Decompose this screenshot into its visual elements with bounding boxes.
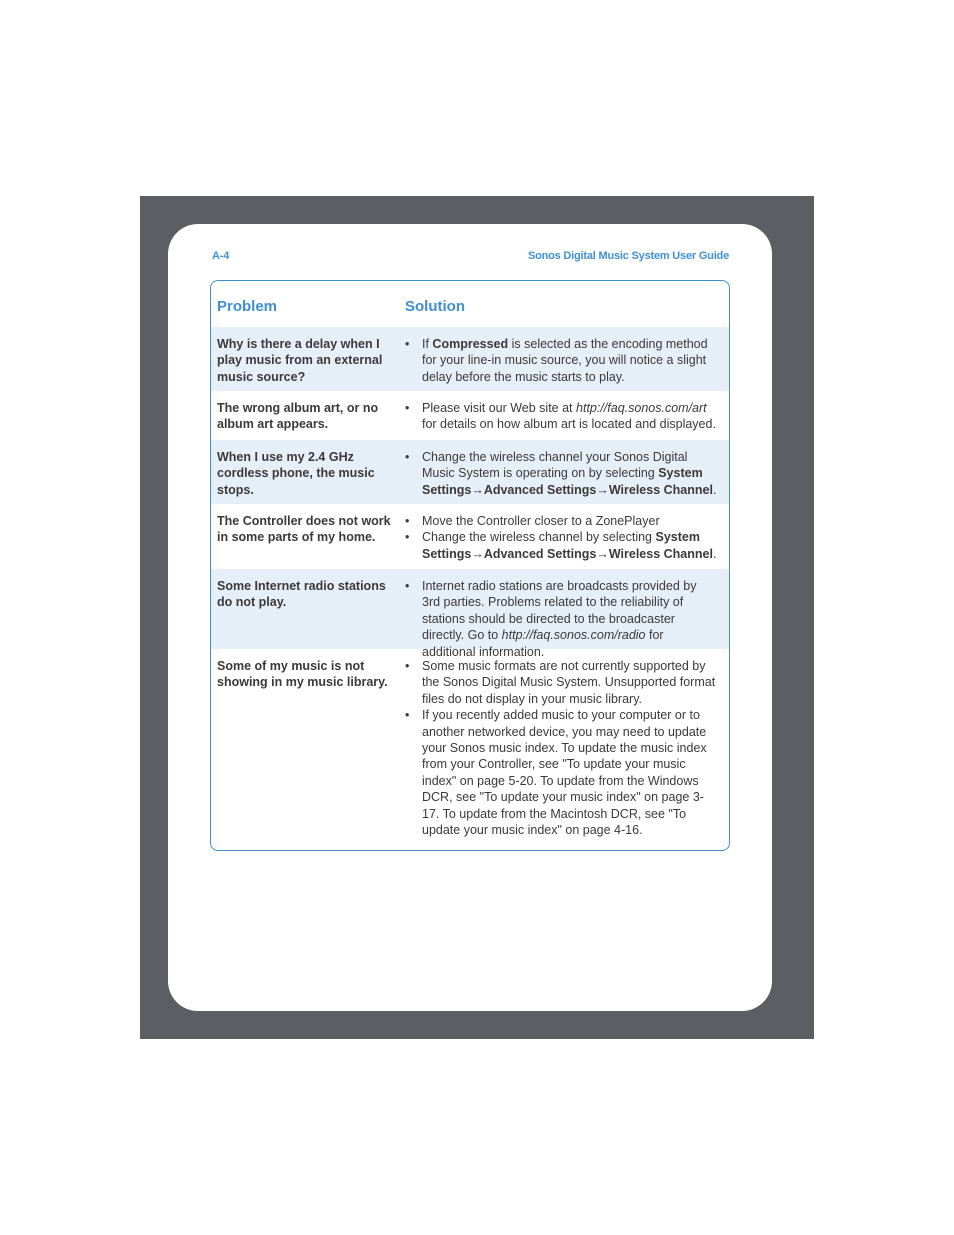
- solution-bullet: • If Compressed is selected as the encoding method for your line-in music source, you will notice a slight delay before the music starts to play.: [403, 336, 717, 385]
- faq-radio-link[interactable]: http://faq.sonos.com/radio: [501, 628, 646, 643]
- problem-text: When I use my 2.4 GHz cordless phone, the music stops.: [217, 450, 375, 497]
- column-header-problem: Problem: [217, 298, 278, 315]
- solution-cell: [403, 513, 717, 562]
- table-header: [211, 281, 729, 327]
- arrow-icon: →: [596, 482, 609, 497]
- solution-bullet: • Internet radio stations are broadcasts provided by 3rd parties. Problems related to the reliability of stations should be directed to the broadcaster directly. Go to http://faq.sonos.com/radio for additional information.: [403, 578, 717, 660]
- page-number: A-4: [212, 250, 230, 262]
- solution-cell: [403, 336, 717, 385]
- table-row: [211, 391, 729, 440]
- problem-text: The Controller does not work in some parts of my home.: [217, 514, 391, 545]
- table-row: [211, 649, 729, 849]
- arrow-icon: →: [596, 546, 609, 561]
- problem-text: The wrong album art, or no album art appears.: [217, 401, 379, 432]
- solution-bullet: • Some music formats are not currently supported by the Sonos Digital Music System. Unsupported format files do not display in your music library.: [403, 658, 717, 707]
- solution-cell: [403, 400, 717, 433]
- solution-cell: [403, 578, 717, 660]
- table-row: [211, 327, 729, 391]
- problem-text: Some of my music is not showing in my music library.: [217, 659, 388, 690]
- problem-text: Why is there a delay when I play music from an external music source?: [217, 337, 383, 384]
- solution-cell: [403, 658, 717, 838]
- column-header-solution: Solution: [405, 298, 465, 315]
- arrow-icon: →: [471, 482, 484, 497]
- troubleshooting-table: [210, 280, 730, 851]
- problem-text: Some Internet radio stations do not play.: [217, 579, 386, 610]
- faq-art-link[interactable]: http://faq.sonos.com/art: [576, 401, 707, 415]
- table-row: [211, 440, 729, 504]
- solution-bullet: • Change the wireless channel by selecting System Settings→Advanced Settings→Wireless Channel.: [403, 529, 717, 562]
- solution-bullet: • Change the wireless channel your Sonos Digital Music System is operating on by selecting System Settings→Advanced Settings→Wireless Channel.: [403, 449, 717, 498]
- solution-bullet: • Please visit our Web site at http://faq.sonos.com/art for details on how album art is located and displayed.: [403, 400, 717, 433]
- arrow-icon: →: [471, 546, 484, 561]
- solution-bullet: • Move the Controller closer to a ZonePlayer: [403, 513, 717, 529]
- table-row: [211, 569, 729, 659]
- guide-title: Sonos Digital Music System User Guide: [527, 250, 729, 262]
- solution-cell: [403, 449, 717, 498]
- solution-bullet: • If you recently added music to your computer or to another networked device, you may need to update your Sonos music index. To update the music index from your Controller, see "To update your music index" on page 5-20. To update from the Windows DCR, see "To update your music index" on page 3-17. To update from the Macintosh DCR, see "To update your music index" on page 4-16.: [403, 707, 717, 838]
- table-row: [211, 504, 729, 569]
